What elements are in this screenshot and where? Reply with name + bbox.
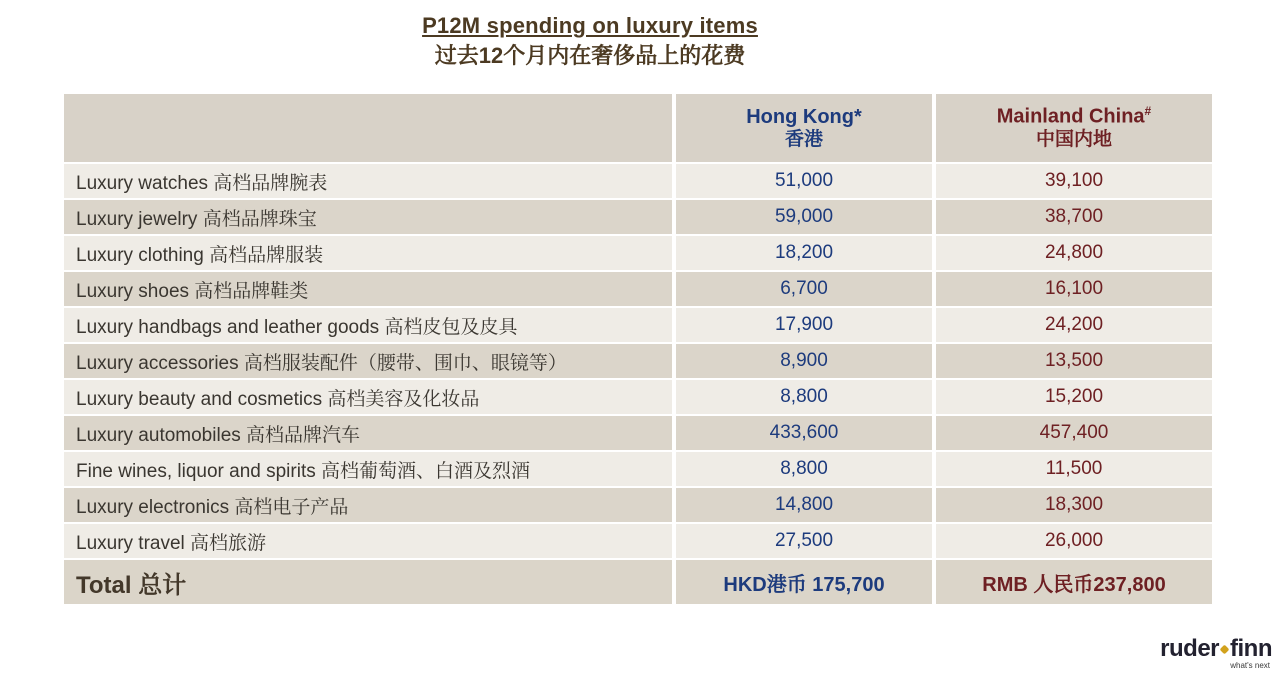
hk-value: 59,000	[676, 200, 932, 234]
total-label: Total 总计	[64, 560, 672, 604]
hk-value: 27,500	[676, 524, 932, 558]
mc-value: 24,200	[936, 308, 1212, 342]
table-row	[64, 344, 1212, 378]
mc-value: 16,100	[936, 272, 1212, 306]
mc-value: 11,500	[936, 452, 1212, 486]
mc-value: 457,400	[936, 416, 1212, 450]
mc-value: 18,300	[936, 488, 1212, 522]
mc-value: 24,800	[936, 236, 1212, 270]
title-chinese: 过去12个月内在奢侈品上的花费	[434, 42, 746, 68]
mc-value: 26,000	[936, 524, 1212, 558]
table-row	[64, 452, 1212, 486]
header-hong-kong-en: Hong Kong*	[746, 105, 862, 128]
table-header-row	[64, 94, 1212, 162]
total-mc-value: RMB 人民币237,800	[936, 560, 1212, 604]
title-english: P12M spending on luxury items	[422, 13, 758, 38]
mc-value: 13,500	[936, 344, 1212, 378]
ruder-finn-logo	[1160, 637, 1272, 670]
hk-value: 18,200	[676, 236, 932, 270]
table-total-row	[64, 560, 1212, 604]
hk-value: 8,800	[676, 380, 932, 414]
hk-value: 8,900	[676, 344, 932, 378]
table-row	[64, 524, 1212, 558]
hk-value: 433,600	[676, 416, 932, 450]
table-row	[64, 308, 1212, 342]
hk-value: 6,700	[676, 272, 932, 306]
header-mainland-china-en: Mainland China#	[996, 104, 1152, 128]
hk-value: 14,800	[676, 488, 932, 522]
table-row	[64, 416, 1212, 450]
table-row	[64, 236, 1212, 270]
row-label: Luxury electronics 高档电子产品	[64, 488, 672, 522]
header-mainland-china-zh: 中国内地	[1035, 128, 1112, 150]
header-hong-kong-zh: 香港	[784, 128, 823, 150]
hash-superscript: #	[1144, 104, 1152, 119]
logo-gold-dot-icon	[1220, 644, 1230, 654]
hk-value: 51,000	[676, 164, 932, 198]
row-label: Luxury accessories 高档服装配件（腰带、围巾、眼镜等）	[64, 344, 672, 378]
hk-value: 17,900	[676, 308, 932, 342]
row-label: Luxury automobiles 高档品牌汽车	[64, 416, 672, 450]
logo-ruder: ruder	[1160, 635, 1220, 662]
row-label: Luxury clothing 高档品牌服装	[64, 236, 672, 270]
spending-table	[64, 94, 1212, 606]
table-row	[64, 272, 1212, 306]
total-hk-value: HKD港币 175,700	[676, 560, 932, 604]
row-label: Luxury jewelry 高档品牌珠宝	[64, 200, 672, 234]
row-label: Luxury handbags and leather goods 高档皮包及皮具	[64, 308, 672, 342]
mc-value: 38,700	[936, 200, 1212, 234]
header-empty-cell	[64, 94, 672, 162]
row-label: Fine wines, liquor and spirits 高档葡萄酒、白酒及烈酒	[64, 452, 672, 486]
logo-tagline: what's next	[1230, 661, 1270, 670]
table-row	[64, 164, 1212, 198]
table-row	[64, 200, 1212, 234]
hk-value: 8,800	[676, 452, 932, 486]
mc-value: 39,100	[936, 164, 1212, 198]
mc-value: 15,200	[936, 380, 1212, 414]
header-mainland-china	[936, 94, 1212, 162]
table-row	[64, 380, 1212, 414]
logo-wordmark	[1160, 637, 1272, 661]
row-label: Luxury travel 高档旅游	[64, 524, 672, 558]
logo-finn: finn	[1230, 635, 1272, 662]
row-label: Luxury beauty and cosmetics 高档美容及化妆品	[64, 380, 672, 414]
row-label: Luxury watches 高档品牌腕表	[64, 164, 672, 198]
table-row	[64, 488, 1212, 522]
header-hong-kong	[676, 94, 932, 162]
row-label: Luxury shoes 高档品牌鞋类	[64, 272, 672, 306]
slide-title	[0, 12, 1180, 69]
